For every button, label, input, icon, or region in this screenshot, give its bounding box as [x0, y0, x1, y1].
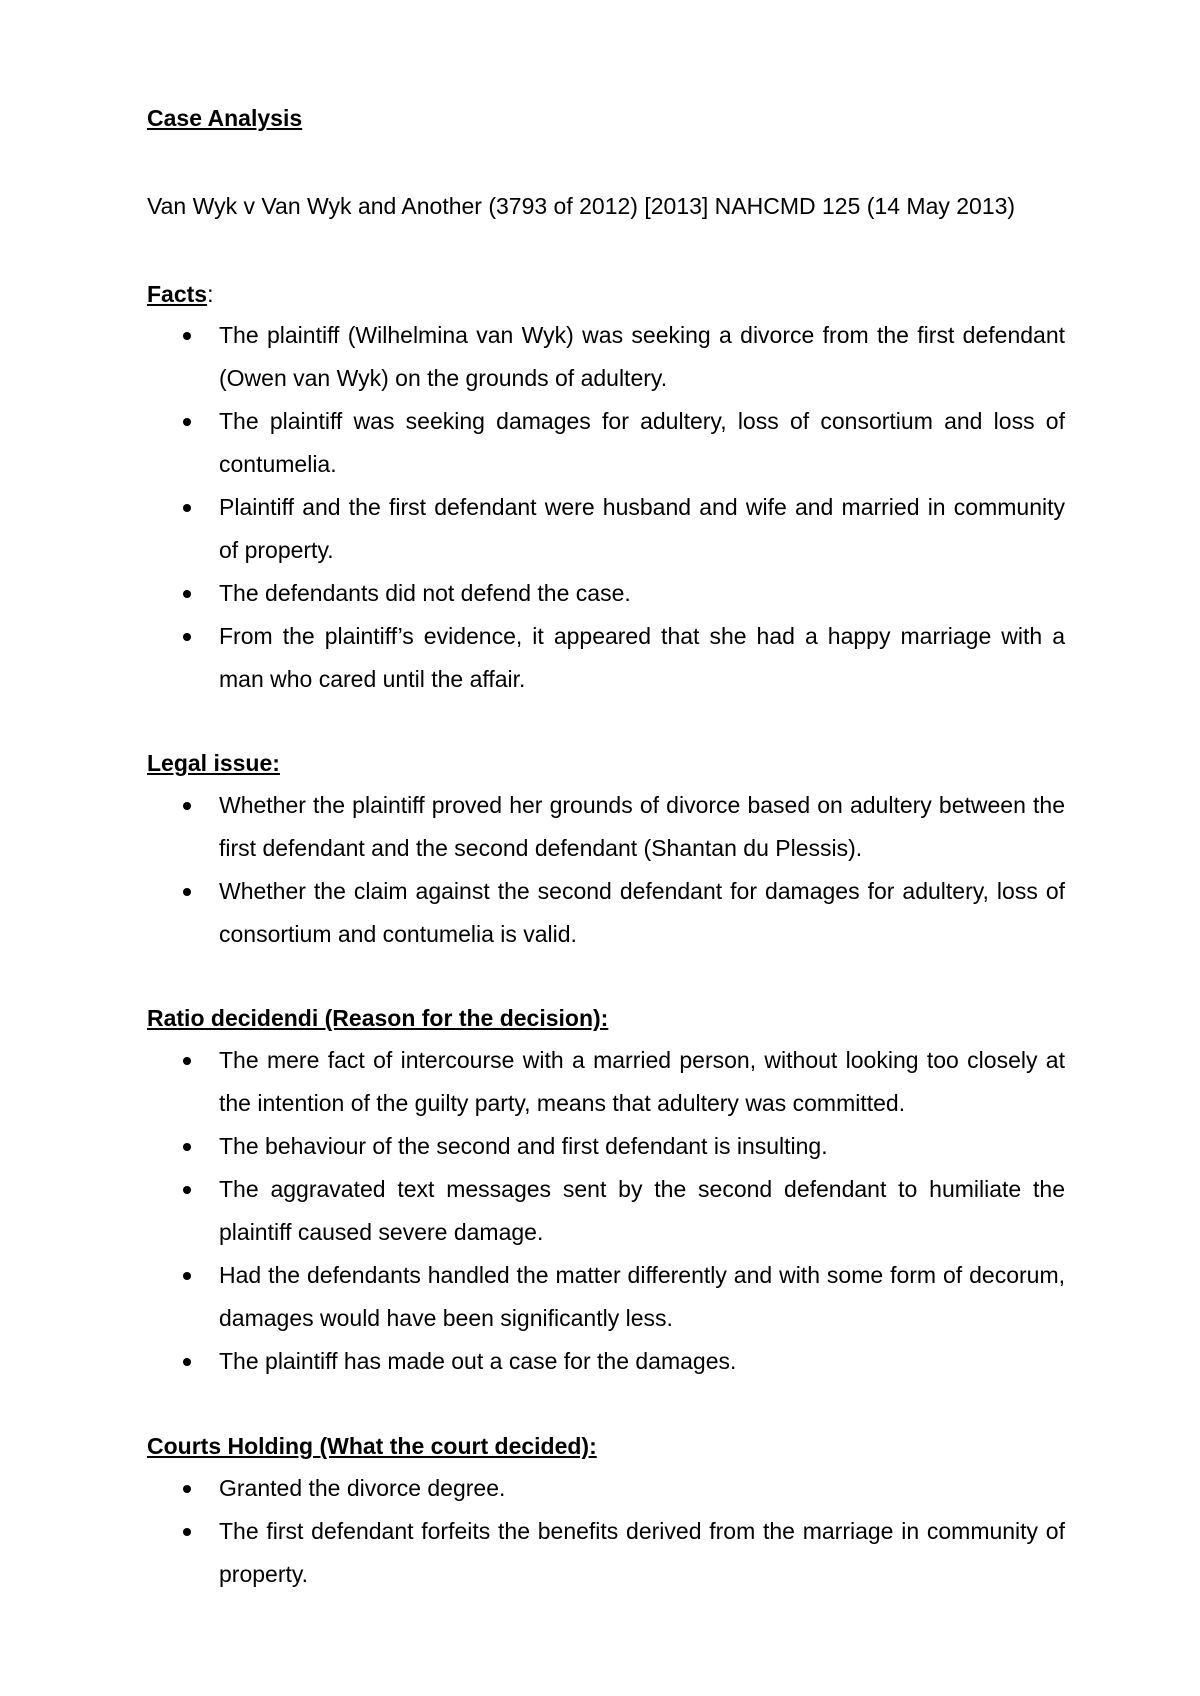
list-item-text: The aggravated text messages sent by the second defendant to humiliate the plaintiff caused severe damage.	[219, 1176, 1065, 1245]
list-item	[147, 1254, 1065, 1340]
list-item-text: The plaintiff (Wilhelmina van Wyk) was seeking a divorce from the first defendant (Owen van Wyk) on the grounds of adultery.	[219, 322, 1065, 391]
list-item-text: The plaintiff has made out a case for the damages.	[219, 1348, 737, 1374]
facts-heading-line	[147, 280, 213, 308]
ratio-list	[147, 1039, 1065, 1383]
bullet-icon	[183, 1186, 191, 1194]
facts-heading-colon: :	[207, 281, 214, 307]
list-item	[147, 400, 1065, 486]
bullet-icon	[183, 332, 191, 340]
list-item-text: The mere fact of intercourse with a married person, without looking too closely at the intention of the guilty party, means that adultery was committed.	[219, 1047, 1065, 1116]
legal-issue-heading: Legal issue:	[147, 750, 280, 776]
list-item-text: Whether the plaintiff proved her grounds of divorce based on adultery between the first defendant and the second defendant (Shantan du Plessis).	[219, 792, 1065, 861]
facts-list	[147, 314, 1065, 701]
list-item	[147, 870, 1065, 956]
bullet-icon	[183, 802, 191, 810]
list-item	[147, 1467, 1065, 1510]
bullet-icon	[183, 1358, 191, 1366]
bullet-icon	[183, 1057, 191, 1065]
list-item	[147, 1125, 1065, 1168]
list-item	[147, 1168, 1065, 1254]
document-title: Case Analysis	[147, 105, 303, 131]
bullet-icon	[183, 1272, 191, 1280]
list-item	[147, 1340, 1065, 1383]
facts-heading: Facts	[147, 281, 208, 307]
bullet-icon	[183, 1143, 191, 1151]
bullet-icon	[183, 1485, 191, 1493]
list-item-text: The plaintiff was seeking damages for adultery, loss of consortium and loss of contumelia.	[219, 408, 1065, 477]
list-item	[147, 572, 1065, 615]
holding-list	[147, 1467, 1065, 1596]
bullet-icon	[183, 590, 191, 598]
list-item-text: The defendants did not defend the case.	[219, 580, 631, 606]
list-item-text: Had the defendants handled the matter differently and with some form of decorum, damages would have been significantly less.	[219, 1262, 1065, 1331]
list-item-text: From the plaintiff’s evidence, it appeared that she had a happy marriage with a man who cared until the affair.	[219, 623, 1065, 692]
list-item-text: The behaviour of the second and first defendant is insulting.	[219, 1133, 828, 1159]
bullet-icon	[183, 633, 191, 641]
bullet-icon	[183, 418, 191, 426]
bullet-icon	[183, 504, 191, 512]
bullet-icon	[183, 888, 191, 896]
holding-heading: Courts Holding (What the court decided):	[147, 1433, 597, 1459]
case-citation: Van Wyk v Van Wyk and Another (3793 of 2012) [2013] NAHCMD 125 (14 May 2013)	[147, 193, 1016, 219]
legal-issue-list	[147, 784, 1065, 956]
list-item	[147, 486, 1065, 572]
ratio-heading: Ratio decidendi (Reason for the decision):	[147, 1005, 609, 1031]
bullet-icon	[183, 1528, 191, 1536]
list-item	[147, 1039, 1065, 1125]
list-item-text: The first defendant forfeits the benefits derived from the marriage in community of property.	[219, 1518, 1065, 1587]
list-item-text: Plaintiff and the first defendant were husband and wife and married in community of property.	[219, 494, 1065, 563]
list-item	[147, 615, 1065, 701]
list-item-text: Whether the claim against the second defendant for damages for adultery, loss of consortium and contumelia is valid.	[219, 878, 1065, 947]
list-item-text: Granted the divorce degree.	[219, 1475, 506, 1501]
list-item	[147, 314, 1065, 400]
list-item	[147, 1510, 1065, 1596]
list-item	[147, 784, 1065, 870]
